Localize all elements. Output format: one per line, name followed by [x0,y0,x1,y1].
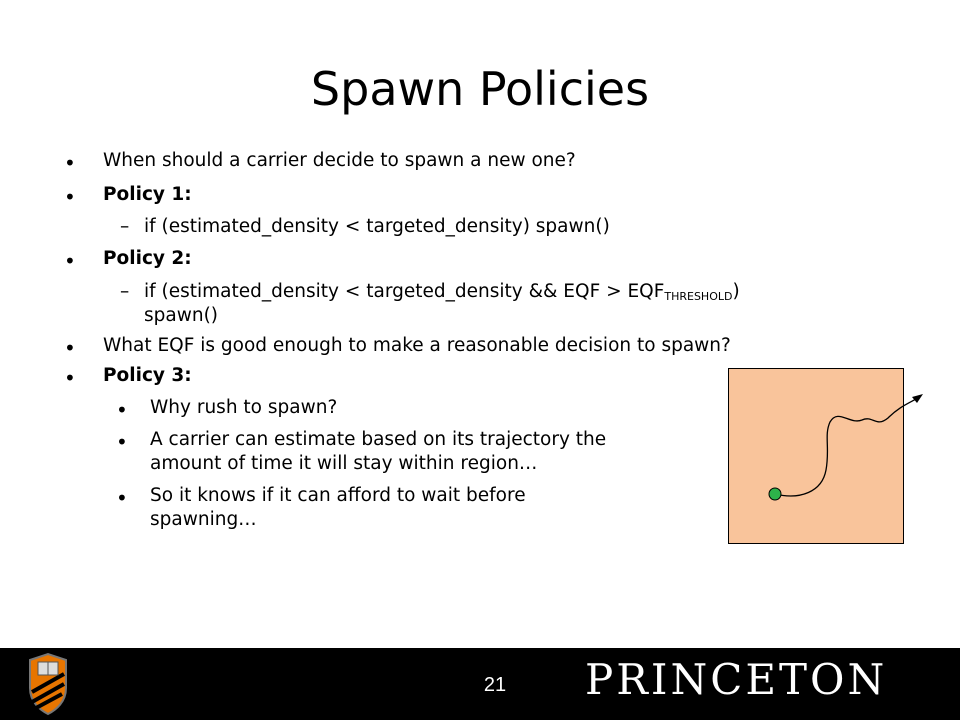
policy-2-rule-close: ) [732,281,740,302]
sub-bullet-dash: – [120,216,130,237]
policy-3-item-wait-cont: spawning… [150,509,257,530]
slide-title: Spawn Policies [310,62,650,116]
bullet-dot: • [116,398,128,422]
bullet-dot: • [64,366,76,390]
bullet-dot: • [64,336,76,360]
bullet-dot: • [116,486,128,510]
region-square [728,368,904,544]
princeton-wordmark: PRINCETON [585,655,888,704]
bullet-policy-3: Policy 3: [103,365,192,386]
policy-1-rule: if (estimated_density < targeted_density) spawn() [144,216,610,237]
bullet-eqf-question: What EQF is good enough to make a reasonable decision to spawn? [103,335,731,356]
bullet-policy-2: Policy 2: [103,248,192,269]
policy-2-rule-line2: spawn() [144,305,219,326]
policy-2-rule-main: if (estimated_density < targeted_density && EQF > EQF [144,281,665,302]
bullet-question-spawn: When should a carrier decide to spawn a new one? [103,150,576,171]
bullet-dot: • [64,185,76,209]
policy-3-item-rush: Why rush to spawn? [150,397,338,418]
policy-2-rule [144,281,740,303]
bullet-dot: • [64,249,76,273]
page-number: 21 [483,674,507,696]
bullet-dot: • [116,430,128,454]
sub-bullet-dash: – [120,281,130,302]
policy-3-item-estimate-cont: amount of time it will stay within region… [150,453,538,474]
policy-3-item-wait: So it knows if it can afford to wait before [150,485,526,506]
bullet-policy-1: Policy 1: [103,184,192,205]
princeton-shield-icon [26,652,70,716]
bullet-dot: • [64,151,76,175]
trajectory-arrowhead [912,394,923,403]
eqf-threshold-subscript: THRESHOLD [664,290,733,303]
policy-3-item-estimate: A carrier can estimate based on its trajectory the [150,429,607,450]
